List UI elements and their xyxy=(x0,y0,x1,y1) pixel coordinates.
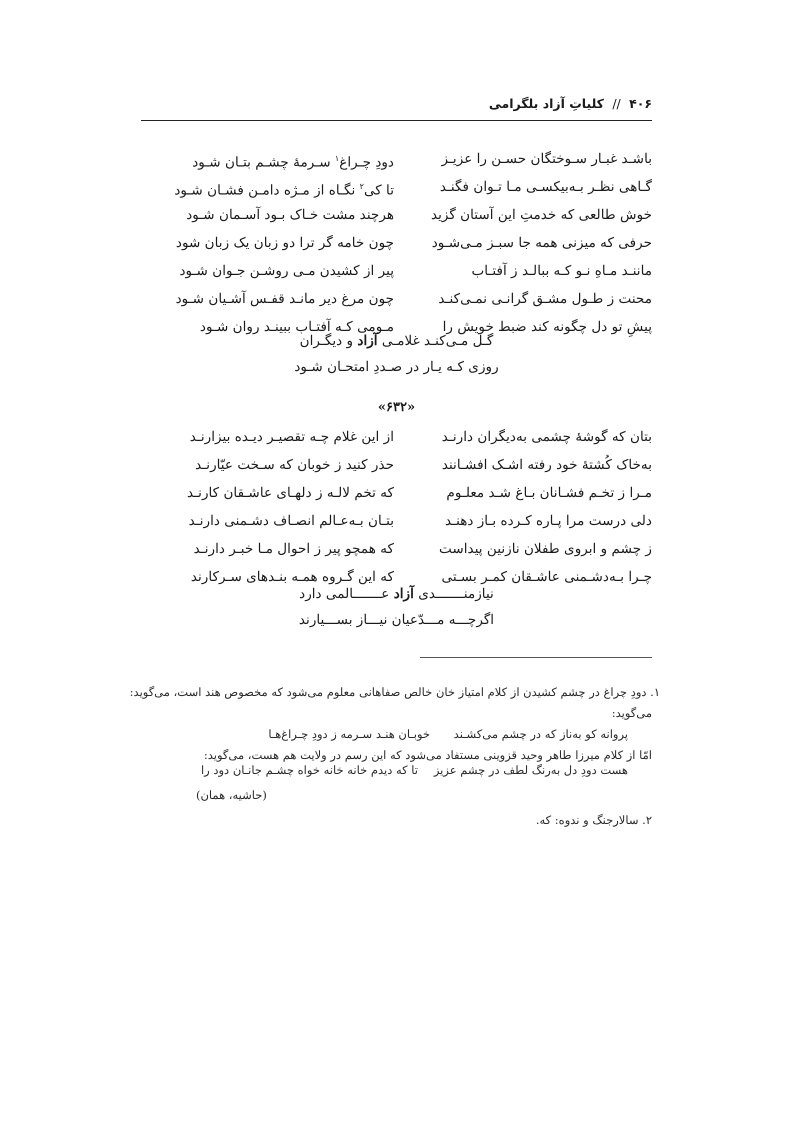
couplet xyxy=(132,173,652,201)
couplet xyxy=(132,201,652,229)
footnote-ref-1[interactable]: ۱ xyxy=(334,154,340,163)
footnotes xyxy=(129,682,660,831)
header-separator: // xyxy=(612,96,621,111)
hemistich-first: بتان که گوشهٔ چشمی به‌دیگران دارنـد xyxy=(441,429,652,445)
poem-number: «۶۳۲» xyxy=(377,400,416,415)
hemistich-first: پیشِ تو دل چگونه کند ضبط خویش را xyxy=(442,319,652,335)
verse-hemistich-first: هست دودِ دل به‌رنگ لطف در چشم عزیز xyxy=(433,763,628,777)
footnote-2: ۲. سالارجنگ و ندوه: که. xyxy=(535,813,652,827)
closing-text: نیازمنـــــــدی xyxy=(418,586,494,602)
hemistich-text-a: دودِ چـراغ xyxy=(339,154,394,171)
hemistich-first: به‌خاک کُشتهٔ خود رفته اشـک افشـانند xyxy=(441,457,652,473)
hemistich-second: پیر از کشیدن مـی روشـن جـوان شـود xyxy=(179,263,394,279)
couplet xyxy=(132,257,652,285)
footnote-1-line-3: امّا از کلام میرزا طاهر وحید قزوینی مستفاد می‌شود که این رسم در ولایت هم هست، می‌گوید: xyxy=(203,748,652,762)
hemistich-second xyxy=(174,173,394,205)
closing-couplet-line-1 xyxy=(0,580,793,608)
closing-couplet-line-2: اگرچـــه مـــدّعیان نیـــاز بســـیارند xyxy=(298,612,495,628)
verse-hemistich-second: خوبـان هنـد سـرمه ز دودِ چـراغ‌هـا xyxy=(268,727,430,741)
hemistich-second: حذر کنید ز خوبان که سـخت عیّارنـد xyxy=(195,457,394,473)
couplet xyxy=(132,145,652,173)
hemistich-first: گـاهی نظـر بـه‌بیکسـی مـا تـوان فگنـد xyxy=(439,179,652,195)
couplet xyxy=(132,479,652,507)
footnote-source xyxy=(141,785,652,806)
hemistich-second: چون خامه گر ترا دو زبان یک زبان شود xyxy=(175,235,394,251)
hemistich-text-b: سـرمهٔ چشـم بتـان شـود xyxy=(192,154,335,171)
couplet xyxy=(132,229,652,257)
source-note: (حاشیه، همان) xyxy=(196,788,267,802)
running-header xyxy=(141,96,652,118)
hemistich-first: ز چشم و ابروی طفلان نازنین پیداست xyxy=(439,541,652,557)
closing-text: گـل مـی‌کنـد غلامـی xyxy=(381,333,494,349)
closing-text: عـــــــالمی دارد xyxy=(299,586,390,602)
footnote-rule xyxy=(420,657,652,658)
couplet xyxy=(132,535,652,563)
hemistich-first: حرفی که میزنی همه جا سبـز مـی‌شـود xyxy=(431,235,652,251)
couplet xyxy=(132,451,652,479)
closing-couplet-line-1 xyxy=(0,327,793,355)
hemistich-second: از این غلام چـه تقصیـر دیـده بیزارنـد xyxy=(189,429,394,445)
footnote-1: ۱. دودِ چراغ در چشم کشیدن از کلام امتیاز خان خالص صفاهانی معلوم می‌شود که مخصوص هند است، می‌گوید: xyxy=(129,685,660,699)
hemistich-first: ماننـد مـاهِ نـو کـه ببالـد ز آفتـاب xyxy=(471,263,652,279)
hemistich-second: هرچند مشت خـاک بـود آسـمان شـود xyxy=(186,207,394,223)
poet-name: آزاد xyxy=(357,333,378,349)
header-rule xyxy=(141,120,652,121)
hemistich-first: دلی درست مرا پـاره کـرده بـاز دهنـد xyxy=(444,513,652,529)
hemistich-first: باشـد غبـار سـوختگان حسـن را عزیـز xyxy=(441,151,652,167)
verse-hemistich-second: تا که دیدم خانه خانه خواه چشـم جانـان دود را xyxy=(200,763,418,777)
hemistich-second: که همچو پیر ز احوال مـا خبـر دارنـد xyxy=(193,541,394,557)
couplet xyxy=(132,285,652,313)
hemistich-first: مـرا ز تخـم فشـانان بـاغ شـد معلـوم xyxy=(446,485,652,501)
couplet xyxy=(132,507,652,535)
hemistich-second: چون مرغ دیر مانـد قفـس آشـیان شـود xyxy=(175,291,394,307)
hemistich-second: مـومی کـه آفتـاب ببینـد روان شـود xyxy=(199,319,394,335)
footnote-1-continuation: می‌گوید: xyxy=(611,706,652,720)
couplet xyxy=(132,423,652,451)
closing-couplet-line-2: روزی کـه یـار در صـددِ امتحـان شـود xyxy=(294,359,499,375)
book-title: کلیاتِ آزاد بلگرامی xyxy=(488,96,604,111)
poem-1 xyxy=(132,145,652,341)
hemistich-second xyxy=(192,145,394,177)
hemistich-text-b: نگـاه از مـژه دامـن فشـان شـود xyxy=(174,182,360,199)
poet-name: آزاد xyxy=(393,586,414,602)
hemistich-first: چـرا بـه‌دشـمنی عاشـقان کمـر بسـتی xyxy=(441,569,652,585)
hemistich-second: بتـان بـه‌عـالم انصـاف دشـمنی دارنـد xyxy=(188,513,394,529)
footnote-verse-2 xyxy=(141,760,652,781)
closing-text: و دیگـران xyxy=(299,333,354,349)
hemistich-second: که تخم لالـه ز دلهـای عاشـقان کارنـد xyxy=(187,485,394,501)
poem-2 xyxy=(132,423,652,591)
hemistich-second: که این گـروه همـه بنـدهای سـرکارند xyxy=(190,569,394,585)
footnote-ref-2[interactable]: ۲ xyxy=(359,182,364,191)
verse-hemistich-first: پروانه کو به‌ناز که در چشم می‌کشـند xyxy=(453,727,628,741)
hemistich-first: خوش طالعی که خدمتِ این آستان گزید xyxy=(430,207,652,223)
hemistich-text-a: تا کی xyxy=(363,182,394,199)
page-number: ۴۰۶ xyxy=(629,96,652,111)
footnote-verse-1 xyxy=(141,724,652,745)
hemistich-first: محنت ز طـول مشـق گرانـی نمـی‌کنـد xyxy=(438,291,652,307)
